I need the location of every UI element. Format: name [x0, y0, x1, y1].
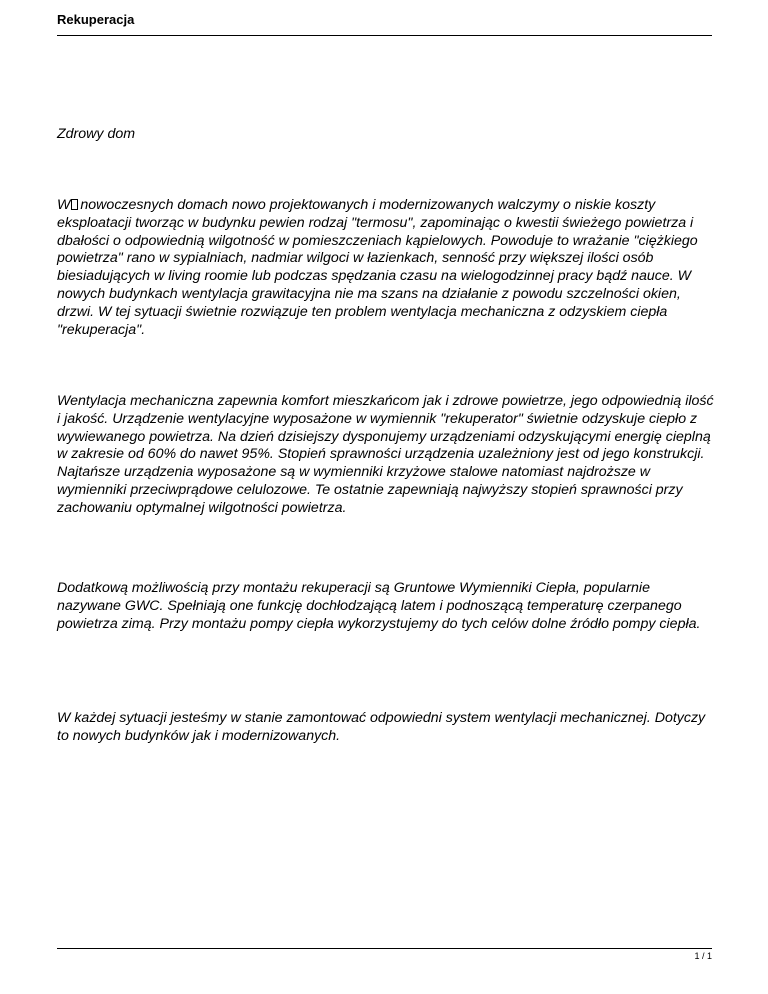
- page-number: 1 / 1: [694, 951, 712, 961]
- page-footer: [57, 948, 712, 969]
- paragraph-1-text: nowoczesnych domach nowo projektowanych i modernizowanych walczymy o niskie koszty eksploatacji tworząc w budynku pewien rodzaj "termosu", zapominając o kwestii świeżego powietrza i dbałości o odpowiednią wilgotność w pomieszczeniach kąpielowych. Powoduje to wrażanie "ciężkiego powietrza" rano w sypialniach, nadmiar wilgoci w łazienkach, senność przy większej ilości osób biesiadujących w living roomie lub podczas spędzania czasu na wielogodzinnej pracy bądź nauce. W nowych budynkach wentylacja grawitacyjna nie ma szans na działanie z powodu szczelności okien, drzwi. W tej sytuacji świetnie rozwiązuje ten problem wentylacja mechaniczna z odzyskiem ciepła "rekuperacja".: [57, 197, 698, 338]
- page-header: [57, 10, 712, 36]
- paragraph-1-prefix: W: [57, 197, 71, 213]
- header-title: Rekuperacja: [57, 12, 135, 27]
- paragraph-3: Dodatkową możliwością przy montażu rekuperacji są Gruntowe Wymienniki Ciepła, popularnie nazywane GWC. Spełniają one funkcję dochłodzającą latem i podnoszącą temperaturę czerpanego powietrza zimą. Przy montażu pompy ciepła wykorzystujemy do tych celów dolne źródło pompy ciepła.: [57, 580, 701, 632]
- document-body: [57, 125, 717, 744]
- paragraph-4: W każdej sytuacji jesteśmy w stanie zamontować odpowiedni system wentylacji mechanicznej. Dotyczy to nowych budynków jak i modernizowanych.: [57, 710, 706, 744]
- paragraph-2: Wentylacja mechaniczna zapewnia komfort mieszkańcom jak i zdrowe powietrze, jego odpowiednią ilość i jakość. Urządzenie wentylacyjne wyposażone w wymiennik "rekuperator" świetnie odzyskuje ciepło z wywiewanego powietrza. Na dzień dzisiejszy dysponujemy urządzeniami odzyskującymi energię cieplną w zakresie od 60% do nawet 95%. Stopień sprawności urządzenia uzależniony jest od jego konstrukcji. Najtańsze urządzenia wyposażone są w wymienniki krzyżowe stalowe natomiast najdroższe w wymienniki przeciwprądowe celulozowe. Te ostatnie zapewniają najwyższy stopień sprawności przy zachowaniu optymalnej wilgotności powietrza.: [57, 393, 714, 516]
- document-title: Zdrowy dom: [57, 126, 136, 142]
- paragraph-1: [57, 197, 717, 339]
- missing-glyph-icon: [71, 199, 78, 210]
